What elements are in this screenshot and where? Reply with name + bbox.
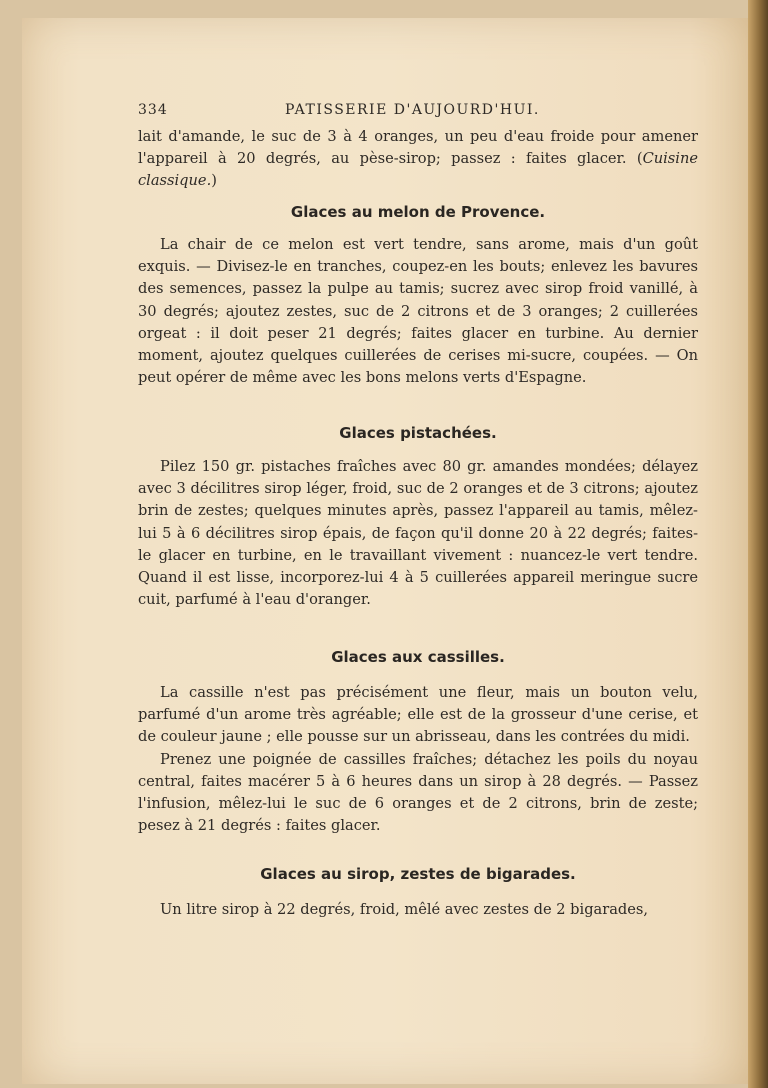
running-title: PATISSERIE D'AUJOURD'HUI. [285,102,540,118]
section-body [138,682,698,837]
section-body [138,234,698,389]
section-title: Glaces au sirop, zestes de bigarades. [260,865,576,883]
intro-citation: Cuisine classique. [138,150,698,190]
section-body [138,899,698,921]
intro-paragraph [138,126,698,193]
section-title: Glaces aux cassilles. [331,648,505,666]
intro-text: lait d'amande, le suc de 3 à 4 oranges, un peu d'eau froide pour amener l'appareil à 20 degrés, au pèse-sirop; passez : faites glacer. ( [138,128,698,168]
intro-text-end: ) [211,172,217,190]
section-title: Glaces pistachées. [339,424,497,442]
paragraph: Prenez une poignée de cassilles fraîches; détachez les poils du noyau central, faites macérer 5 à 6 heures dans un sirop à 28 degrés. — Passez l'infusion, mêlez-lui le suc de 6 oranges et de 2 citrons, brin de zeste; pesez à 21 degrés : faites glacer. [138,750,698,835]
paragraph: Un litre sirop à 22 degrés, froid, mêlé avec zestes de 2 bigarades, [160,901,649,918]
paragraph: La chair de ce melon est vert tendre, sans arome, mais d'un goût exquis. — Divisez-le en tranches, coupez-en les bouts; enlevez les bavures des semences, passez la pulpe au tamis; sucrez avec sirop froid vanillé, à 30 degrés; ajoutez zestes, suc de 2 citrons et de 3 oranges; 2 cuillerées orgeat : il doit peser 21 degrés; faites glacer en turbine. Au dernier moment, ajoutez quelques cuillerées de cerises mi-sucre, coupées. — On peut opérer de même avec les bons melons verts d'Espagne. [138,236,698,387]
section-body [138,456,698,611]
page-number: 334 [138,102,168,118]
paragraph: La cassille n'est pas précisément une fleur, mais un bouton velu, parfumé d'un arome très agréable; elle est de la grosseur d'une cerise, et de couleur jaune ; elle pousse sur un abrisseau, dans les contrées du midi. [138,684,698,746]
section-title: Glaces au melon de Provence. [290,203,546,221]
page-gutter-edge [748,0,768,1088]
paragraph: Pilez 150 gr. pistaches fraîches avec 80 gr. amandes mondées; délayez avec 3 décilitres sirop léger, froid, suc de 2 oranges et de 3 citrons; ajoutez brin de zestes; quelques minutes après, passez l'appareil au tamis, mêlez-lui 5 à 6 décilitres sirop épais, de façon qu'il donne 20 à 22 degrés; faites-le glacer en turbine, en le travaillant vivement : nuancez-le vert tendre. Quand il est lisse, incorporez-lui 4 à 5 cuillerées appareil meringue sucre cuit, parfumé à l'eau d'oranger. [138,458,698,609]
